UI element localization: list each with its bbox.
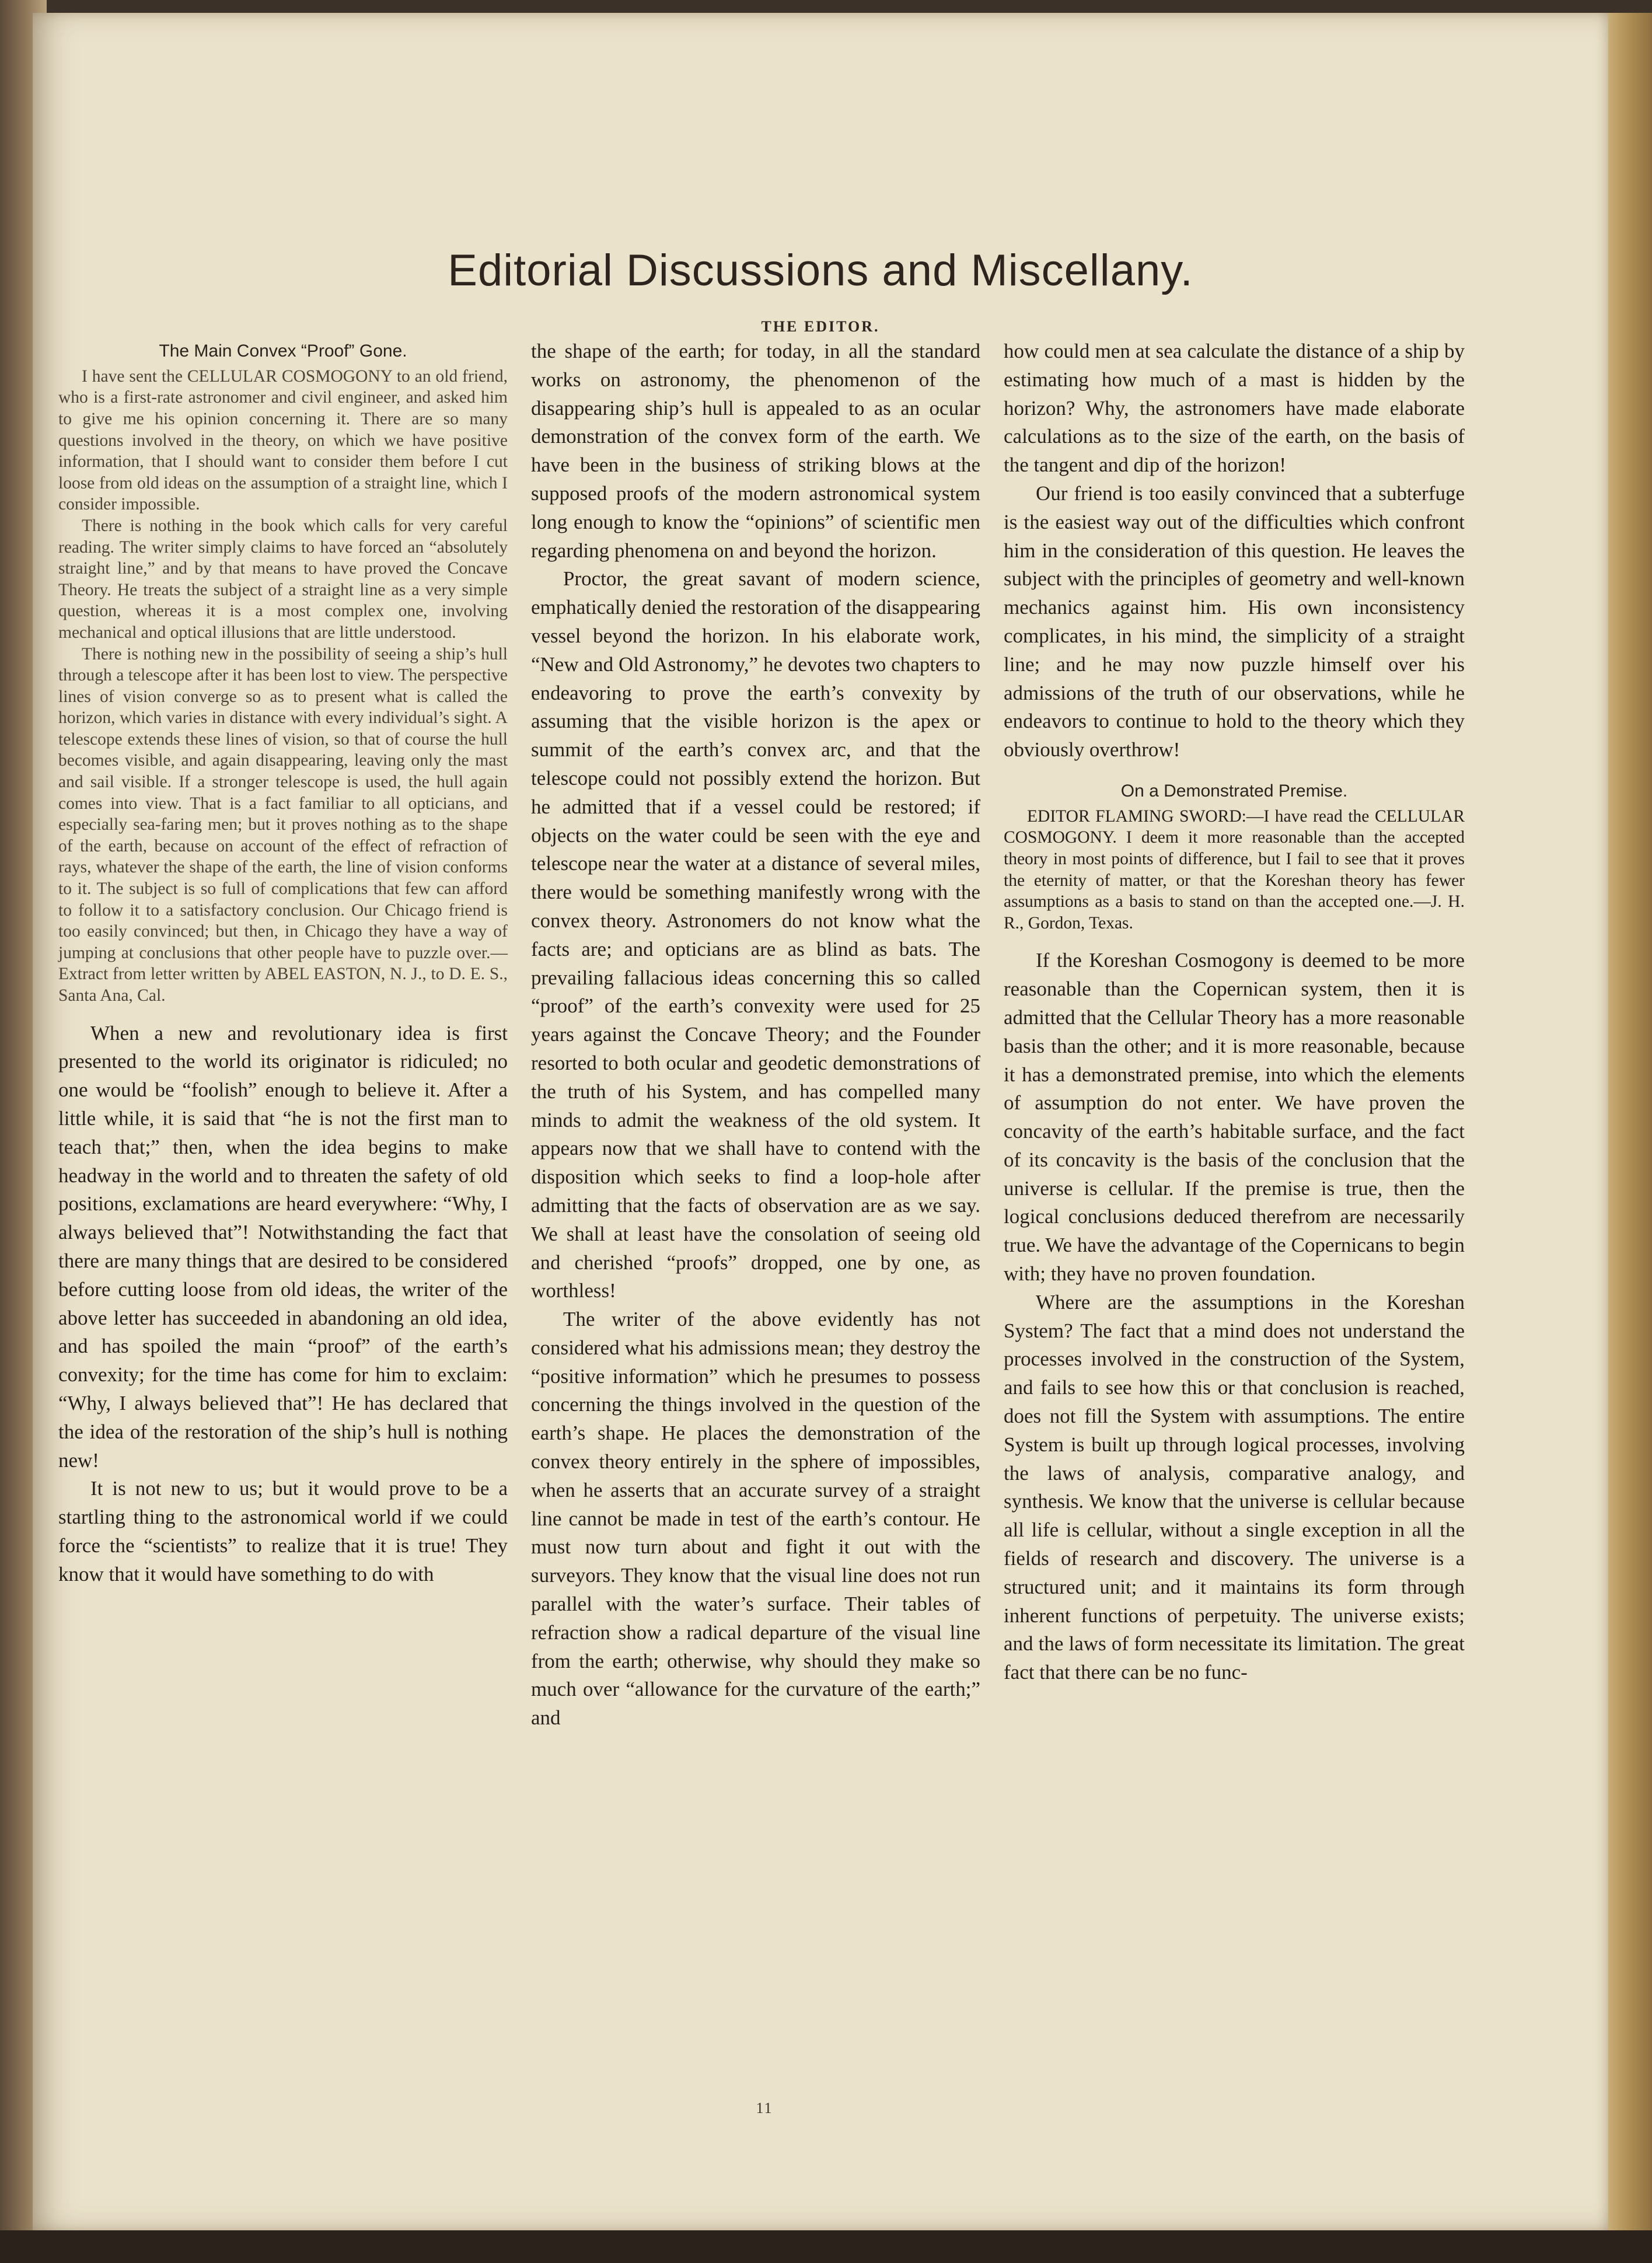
column-3: [1004, 337, 1465, 1687]
body-paragraph: The writer of the above evidently has not considered what his admissions mean; they destroy the “positive information” which he presumes to possess concerning the things involved in the question of the earth’s shape. He places the demonstration of the convex theory entirely in the sphere of impossibles, when he asserts that an accurate survey of a straight line cannot be made in test of the earth’s contour. He must now turn about and fight it out with the surveyors. They know that the visual line does not run parallel with the water’s surface. Their tables of refraction show a radical departure of the visual line from the earth; otherwise, why should they make so much over “allowance for the curvature of the earth;” and: [531, 1308, 980, 1730]
body-paragraph: how could men at sea calculate the distance of a ship by estimating how much of a mast is hidden by the horizon? Why, the astronomers have made elaborate calculations as to the size of the earth, on the basis of the tangent and dip of the horizon!: [1004, 340, 1465, 477]
quoted-letter-jhr: [1004, 806, 1465, 934]
byline: THE EDITOR.: [761, 318, 880, 335]
body-paragraph: Our friend is too easily convinced that a subterfuge is the easiest way out of the difficulties which confront him in the consideration of this question. He leaves the subject with the principles of geometry and well-known mechanics against him. His own inconsistency complicates, in his mind, the simplicity of a straight line; and he may now puzzle himself over his admissions of the truth of our observations, while he endeavors to continue to hold to the theory which they obviously overthrow!: [1004, 481, 1465, 762]
body-paragraph: Where are the assumptions in the Koreshan System? The fact that a mind does not understand the processes involved in the construction of the System, and fails to see how this or that conclusion is reached, does not fill the System with assumptions. The entire System is built up through logical processes, involving the laws of analysis, comparative analogy, and synthesis. We know that the universe is cellular because all life is cellular, without a single exception in all the fields of research and discovery. The universe is a structured unit; and it maintains its form through inherent functions of perpetuity. The universe exists; and the laws of form necessitate its limitation. The great fact that there can be no func-: [1004, 1290, 1465, 1684]
letter-paragraph: I have sent the CELLULAR COSMOGONY to an old friend, who is a first-rate astronomer and civil engineer, and asked him to give me his opinion concerning it. There are so many questions involved in the theory, on which we have positive information, that I should want to consider them before I cut loose from old ideas on the assumption of a straight line, which I consider impossible.: [58, 366, 508, 514]
section-heading-convex-proof: The Main Convex “Proof” Gone.: [159, 341, 407, 361]
column-2: [531, 337, 980, 1733]
page-bottom-shadow: [0, 2230, 1652, 2263]
article-header: [33, 245, 1608, 336]
body-paragraph: Proctor, the great savant of modern science, emphatically denied the restoration of the disappearing vessel beyond the horizon. In his elaborate work, “New and Old Astronomy,” he devotes two chapters to endeavoring to prove the earth’s convexity by assuming that the visible horizon is the apex or summit of the earth’s convex arc, and that the telescope could not possibly extend the horizon. But he admitted that if a vessel could be restored; if objects on the water could be seen with the eye and telescope near the water at a distance of several miles, there would be something manifestly wrong with the convex theory. Astronomers do not know what the facts are; and opticians are as blind as bats. The prevailing fallacious ideas concerning this so called “proof” of the earth’s convexity were used for 25 years against the Concave Theory; and the Founder resorted to both ocular and geodetic demonstrations of the truth of his System, and has compelled many minds to admit the weakness of the old system. It appears now that we shall have to contend with the disposition which seeks to find a loop-hole after admitting that the facts of observation are as we say. We shall at least have the consolation of seeing old and cherished “proofs” dropped, one by one, as worthless!: [531, 567, 980, 1302]
page-number: 11: [756, 2100, 773, 2117]
section-heading-demonstrated-premise: On a Demonstrated Premise.: [1120, 781, 1348, 801]
letter-paragraph: There is nothing new in the possibility of seeing a ship’s hull through a telescope after it has been lost to view. The perspective lines of vision converge so as to present what is called the horizon, which varies in distance with every individual’s sight. A telescope extends these lines of vision, so that of course the hull becomes visible, and again disappearing, leaving only the mast and sail visible. If a stronger telescope is used, the hull again comes into view. That is a fact familiar to all opticians, and especially sea-faring men; but it proves nothing as to the shape of the earth, because on account of the effect of refraction of rays, whatever the shape of the earth, the line of vision conforms to it. The subject is so full of complications that few can afford to follow it to a satisfactory conclusion. Our Chicago friend is too easily convinced; but then, in Chicago they have a way of jumping at conclusions that other people have to puzzle over.—Extract from letter written by ABEL EASTON, N. J., to D. E. S., Santa Ana, Cal.: [58, 644, 508, 1005]
page-title: Editorial Discussions and Miscellany.: [448, 246, 1193, 295]
column-1: [58, 337, 508, 1589]
page-edge: [1608, 13, 1652, 2230]
body-paragraph: If the Koreshan Cosmogony is deemed to be more reasonable than the Copernican system, then it is admitted that the Cellular Theory has a more reasonable basis than the other; and it is more reasonable, because it has a demonstrated premise, into which the elements of assumption do not enter. We have proven the concavity of the earth’s habitable surface, and the fact of its concavity is the basis of the conclusion that the universe is cellular. If the premise is true, then the logical conclusions deduced therefrom are necessarily true. We have the advantage of the Copernicans to begin with; they have no proven foundation.: [1004, 949, 1465, 1286]
body-paragraph: the shape of the earth; for today, in all the standard works on astronomy, the phenomenon of the disappearing ship’s hull is appealed to as an ocular demonstration of the convex form of the earth. We have been in the business of striking blows at the supposed proofs of the modern astronomical system long enough to know the “opinions” of scientific men regarding phenomena on and beyond the horizon.: [531, 340, 980, 562]
letter-paragraph: There is nothing in the book which calls for very careful reading. The writer simply claims to have forced an “absolutely straight line,” and by that means to have proved the Concave Theory. He treats the subject of a straight line as a very simple question, whereas it is a most complex one, involving mechanical and optical illusions that are little understood.: [58, 516, 508, 642]
letter-paragraph: EDITOR FLAMING SWORD:—I have read the CELLULAR COSMOGONY. I deem it more reasonable than the accepted theory in most points of difference, but I fail to see that it proves the eternity of matter, or that the Koreshan theory has fewer assumptions as a basis to stand on than the accepted one.—J. H. R., Gordon, Texas.: [1004, 806, 1465, 933]
quoted-letter-easton: [58, 366, 508, 1007]
body-paragraph: When a new and revolutionary idea is first presented to the world its originator is ridiculed; no one would be “foolish” enough to believe it. After a little while, it is said that “he is not the first man to teach that;” then, when the idea begins to make headway in the world and to threaten the safety of old positions, exclamations are heard everywhere: “Why, I always believed that”! Notwithstanding the fact that there are many things that are desired to be considered before cutting loose from old ideas, the writer of the above letter has succeeded in abandoning an old idea, and has spoiled the main “proof” of the earth’s convexity; for the time has come for him to exclaim: “Why, I always believed that”! He has declared that the idea of the restoration of the ship’s hull is nothing new!: [58, 1021, 508, 1472]
body-paragraph: It is not new to us; but it would prove to be a startling thing to the astronomical world if we could force the “scientists” to realize that it is true! They know that it would have something to do with: [58, 1477, 508, 1586]
